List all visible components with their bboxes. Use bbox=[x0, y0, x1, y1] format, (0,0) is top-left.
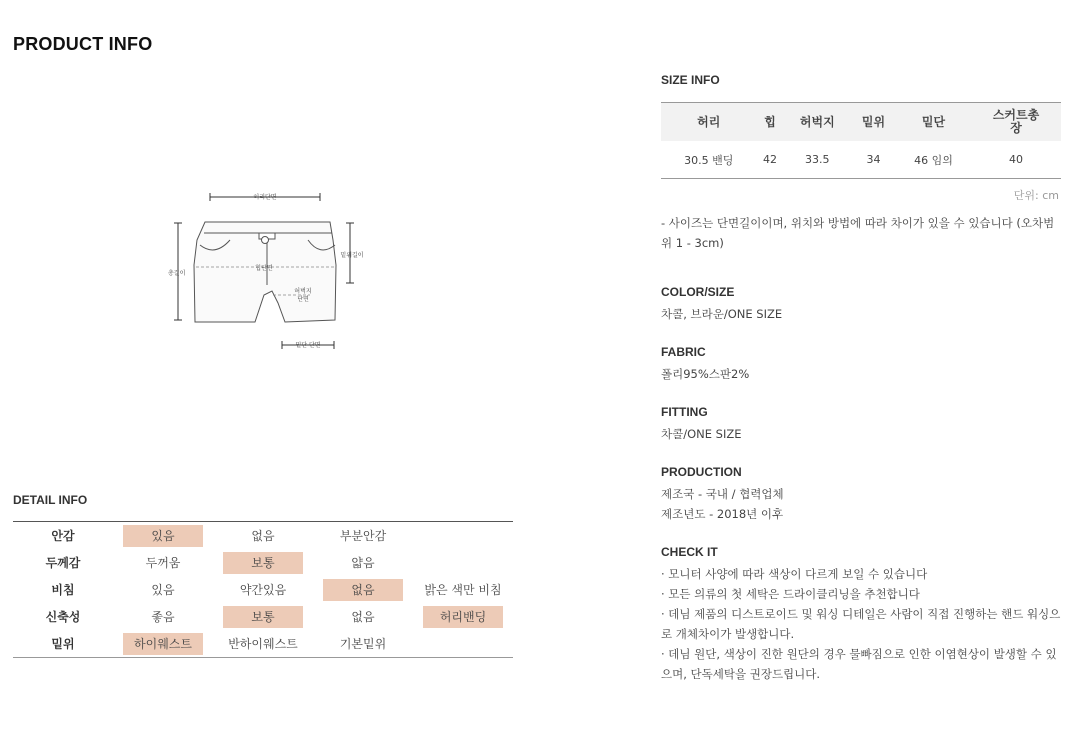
color-size-block bbox=[661, 285, 1061, 324]
size-header-waist: 허리 bbox=[661, 103, 756, 142]
detail-row bbox=[13, 522, 513, 549]
size-table-row bbox=[661, 141, 1061, 179]
detail-row bbox=[13, 630, 513, 657]
fitting-value: 차콜/ONE SIZE bbox=[661, 427, 742, 441]
size-value-waist: 30.5 밴딩 bbox=[661, 141, 756, 179]
fabric-heading: FABRIC bbox=[661, 345, 706, 359]
detail-option-selected: 없음 bbox=[323, 579, 403, 601]
check-it-heading: CHECK IT bbox=[661, 545, 718, 559]
hem-label: 밑단 단면 bbox=[295, 342, 321, 349]
detail-option: 없음 bbox=[251, 528, 275, 543]
detail-row-label: 밑위 bbox=[51, 637, 75, 651]
detail-option: 약간있음 bbox=[239, 582, 287, 597]
size-info-heading: SIZE INFO bbox=[661, 73, 720, 87]
hip-label: 힙단면 bbox=[255, 265, 273, 272]
production-heading: PRODUCTION bbox=[661, 465, 742, 479]
detail-option bbox=[423, 525, 503, 547]
check-it-line: · 모니터 사양에 따라 색상이 다르게 보일 수 있습니다 bbox=[661, 567, 928, 581]
size-header-thigh: 허벅지 bbox=[784, 103, 851, 142]
size-note: - 사이즈는 단면길이이며, 위치와 방법에 따라 차이가 있을 수 있습니다 (오차범위 1 - 3cm) bbox=[661, 216, 1055, 250]
detail-row bbox=[13, 549, 513, 576]
detail-row bbox=[13, 603, 513, 630]
rise-label: 밑위길이 bbox=[340, 252, 364, 259]
detail-option: 있음 bbox=[151, 582, 175, 597]
size-header-hem: 밑단 bbox=[896, 103, 971, 142]
detail-row-label: 비침 bbox=[51, 583, 75, 597]
color-size-heading: COLOR/SIZE bbox=[661, 285, 735, 299]
detail-option: 얇음 bbox=[351, 555, 375, 570]
detail-option: 기본밑위 bbox=[339, 636, 387, 651]
check-it-block bbox=[661, 545, 1061, 684]
detail-option: 부분안감 bbox=[339, 528, 387, 543]
fabric-value: 폴리95%스판2% bbox=[661, 367, 750, 381]
detail-option-selected: 있음 bbox=[123, 525, 203, 547]
detail-option bbox=[423, 552, 503, 574]
size-header-rise: 밑위 bbox=[851, 103, 896, 142]
detail-row-label: 신축성 bbox=[45, 610, 81, 624]
check-it-line: · 모든 의류의 첫 세탁은 드라이클리닝을 추천합니다 bbox=[661, 587, 920, 601]
detail-info-table bbox=[13, 521, 513, 658]
detail-info-heading: DETAIL INFO bbox=[13, 493, 88, 507]
detail-option-selected: 허리밴딩 bbox=[423, 606, 503, 628]
size-diagram bbox=[160, 185, 375, 355]
detail-option: 없음 bbox=[351, 609, 375, 624]
thigh-label-2: 단면 bbox=[297, 296, 309, 303]
fabric-block bbox=[661, 345, 1061, 384]
size-value-thigh: 33.5 bbox=[784, 141, 851, 179]
length-label: 총길이 bbox=[168, 270, 186, 277]
size-table-header-row bbox=[661, 103, 1061, 142]
detail-row bbox=[13, 576, 513, 603]
production-block bbox=[661, 465, 1061, 524]
page-title: PRODUCT INFO bbox=[13, 34, 153, 54]
detail-option-selected: 하이웨스트 bbox=[123, 633, 203, 655]
detail-option: 좋음 bbox=[151, 609, 175, 624]
color-size-value: 차콜, 브라운/ONE SIZE bbox=[661, 307, 783, 321]
production-year: 제조년도 - 2018년 이후 bbox=[661, 507, 784, 521]
detail-option-selected: 보통 bbox=[223, 552, 303, 574]
check-it-line: · 데님 원단, 색상이 진한 원단의 경우 물빠짐으로 인한 이염현상이 발생할 수 있으며, 단독세탁을 권장드립니다. bbox=[661, 647, 1057, 681]
production-country: 제조국 - 국내 / 협력업체 bbox=[661, 487, 784, 501]
detail-option: 밝은 색만 비침 bbox=[424, 582, 502, 597]
fitting-heading: FITTING bbox=[661, 405, 708, 419]
waist-label: 허리단면 bbox=[253, 194, 277, 201]
size-header-hip: 힙 bbox=[756, 103, 783, 142]
detail-row-label: 안감 bbox=[51, 529, 75, 543]
size-header-skirt-length: 스커트총 장 bbox=[971, 103, 1061, 142]
size-value-hip: 42 bbox=[756, 141, 783, 179]
detail-option: 두꺼움 bbox=[145, 555, 181, 570]
thigh-label-1: 허벅지 bbox=[294, 288, 312, 295]
shorts-diagram-illustration bbox=[160, 185, 375, 355]
check-it-line: · 데님 제품의 디스트로이드 및 워싱 디테일은 사람이 직접 진행하는 핸드 워싱으로 개체차이가 발생합니다. bbox=[661, 607, 1061, 641]
size-table bbox=[661, 102, 1061, 179]
detail-row-label: 두께감 bbox=[45, 556, 81, 570]
fitting-block bbox=[661, 405, 1061, 444]
size-unit: 단위: cm bbox=[1013, 189, 1059, 202]
size-value-hem: 46 임의 bbox=[896, 141, 971, 179]
detail-option-selected: 보통 bbox=[223, 606, 303, 628]
detail-option bbox=[423, 633, 503, 655]
detail-option: 반하이웨스트 bbox=[228, 636, 298, 651]
size-value-skirt-length: 40 bbox=[971, 141, 1061, 179]
size-value-rise: 34 bbox=[851, 141, 896, 179]
